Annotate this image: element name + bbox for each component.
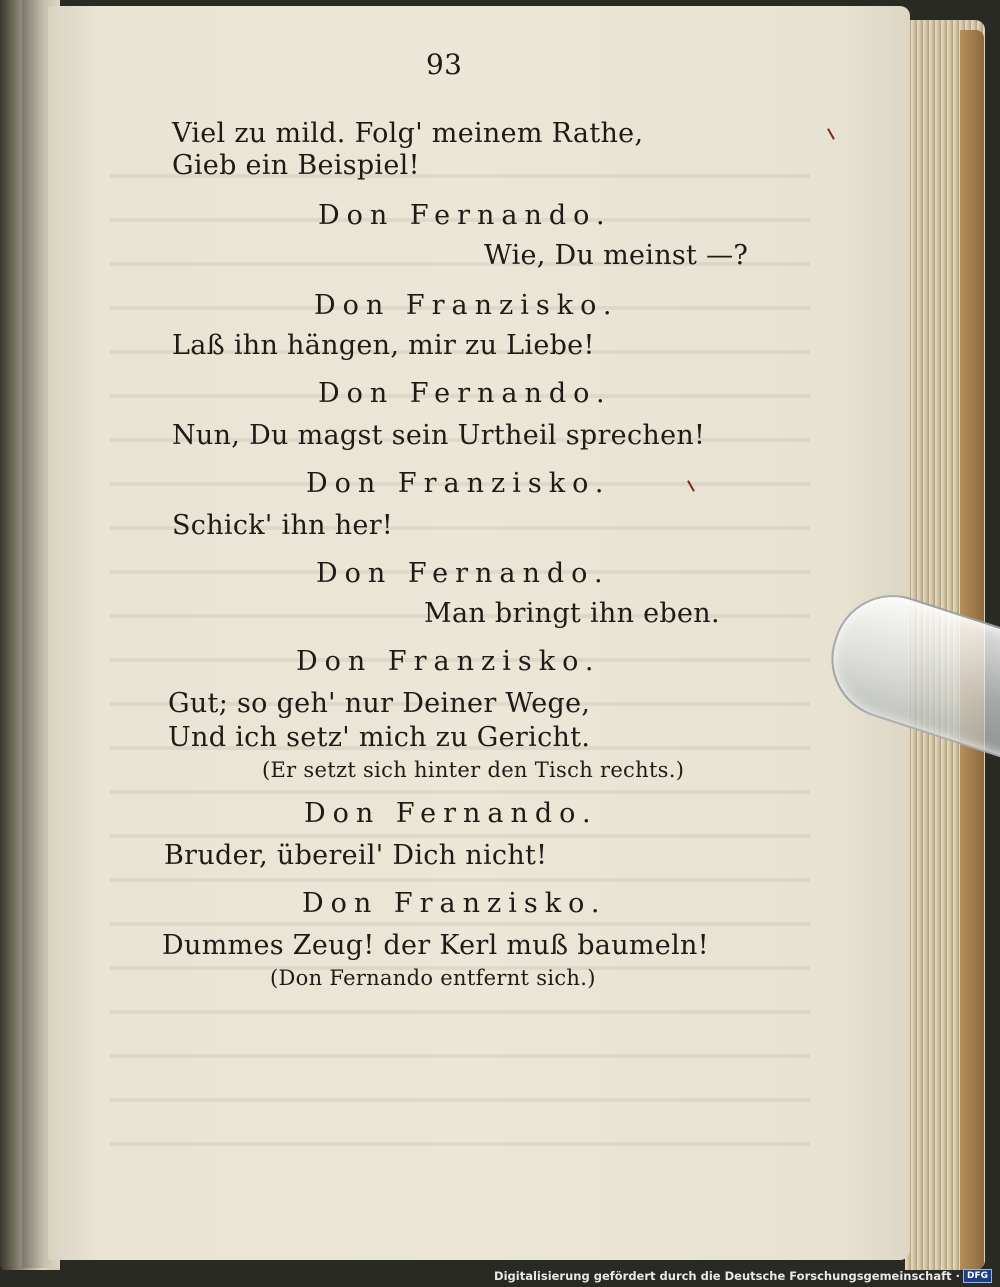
speaker-name: Don Fernando. (318, 378, 612, 409)
verse-line: Laß ihn hängen, mir zu Liebe! (172, 330, 595, 361)
verse-line: Bruder, übereil' Dich nicht! (164, 840, 548, 871)
verse-line: Schick' ihn her! (172, 510, 394, 541)
verse-line: Man bringt ihn eben. (424, 598, 720, 629)
stage-direction: (Er setzt sich hinter den Tisch rechts.) (262, 758, 685, 782)
dfg-logo: DFG (963, 1269, 992, 1283)
verse-line: Nun, Du magst sein Urtheil sprechen! (172, 420, 706, 451)
speaker-name: Don Fernando. (318, 200, 612, 231)
credit-text: Digitalisierung gefördert durch die Deutsche Forschungsgemeinschaft · (494, 1268, 960, 1283)
speaker-name: Don Franzisko. (296, 646, 601, 677)
speaker-name: Don Franzisko. (314, 290, 619, 321)
digitization-credit (494, 1269, 992, 1284)
verse-line: Dummes Zeug! der Kerl muß baumeln! (162, 930, 709, 961)
speaker-name: Don Franzisko. (306, 468, 611, 499)
page-number: 93 (426, 48, 463, 81)
verse-line: Viel zu mild. Folg' meinem Rathe, (172, 118, 644, 149)
verse-line: Wie, Du meinst —? (484, 240, 749, 271)
stage-direction: (Don Fernando entfernt sich.) (270, 966, 596, 990)
speaker-name: Don Franzisko. (302, 888, 607, 919)
verse-line: Und ich setz' mich zu Gericht. (168, 722, 591, 753)
verse-line: Gieb ein Beispiel! (172, 150, 420, 181)
verse-line: Gut; so geh' nur Deiner Wege, (168, 688, 591, 719)
speaker-name: Don Fernando. (304, 798, 598, 829)
speaker-name: Don Fernando. (316, 558, 610, 589)
